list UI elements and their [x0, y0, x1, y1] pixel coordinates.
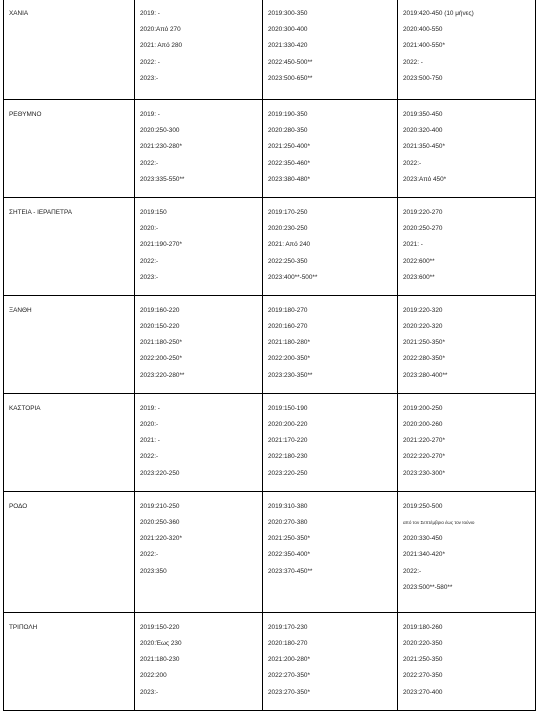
price-line: 2022:350-400*	[268, 551, 310, 559]
price-line: 2022:-	[403, 567, 422, 575]
price-line: 2020:300-400	[268, 26, 308, 34]
price-line: 2022:200-250*	[140, 355, 182, 363]
price-line: 2022:280-350*	[403, 355, 445, 363]
table-row	[4, 393, 536, 491]
price-line: 2020:-	[140, 225, 159, 233]
price-line: 2023:350	[140, 567, 167, 575]
price-line: 2022:-	[140, 453, 159, 461]
price-cell-col2	[263, 295, 398, 393]
price-line: 2019: -	[140, 404, 160, 412]
price-line: 2020:220-320	[403, 323, 443, 331]
price-line: 2023:Από 450*	[403, 175, 447, 183]
price-line: 2022:-	[140, 159, 159, 167]
price-line: 2022:450-500**	[268, 58, 313, 66]
price-line: 2021:220-270*	[403, 437, 445, 445]
price-line: 2019:150-220	[140, 623, 180, 631]
city-cell	[4, 491, 135, 612]
price-line: 2019:200-250	[403, 404, 443, 412]
city-cell	[4, 100, 135, 198]
price-line: 2020:150-220	[140, 323, 180, 331]
price-line: 2021:220-320*	[140, 535, 182, 543]
price-line: 2019:310-380	[268, 502, 308, 510]
table-row	[4, 295, 536, 393]
city-name: ΡΟΔΟ	[9, 502, 28, 510]
price-line: 2019:170-250	[268, 208, 308, 216]
price-line: 2021:170-220	[268, 437, 308, 445]
price-line: 2022:600**	[403, 257, 435, 265]
price-cell-col1	[135, 491, 263, 612]
price-line: 2021:180-280*	[268, 339, 310, 347]
price-cell-col2	[263, 0, 398, 100]
price-line: 2019: -	[140, 111, 160, 118]
price-line: 2020:230-250	[268, 225, 308, 233]
price-line: 2021:250-350*	[403, 339, 445, 347]
price-cell-col1	[135, 197, 263, 295]
price-line: 2021:200-280*	[268, 656, 310, 664]
price-line: 2023:220-250	[268, 469, 308, 477]
price-line: 2020:200-260	[403, 421, 443, 428]
price-line: 2020:180-270	[268, 639, 308, 647]
price-line: 2019: -	[140, 10, 160, 17]
price-line: 2020:270-380	[268, 518, 308, 526]
price-line: 2021: -	[403, 241, 423, 249]
price-line: 2022:200-350*	[268, 355, 310, 363]
table-row	[4, 491, 536, 612]
price-line: 2023:220-280**	[140, 371, 185, 379]
price-line: 2021: Από 280	[140, 42, 183, 50]
price-line: 2020:-	[140, 421, 159, 428]
price-line: 2022:200	[140, 672, 167, 680]
price-line: 2022:250-350	[268, 257, 308, 265]
price-line: 2021:350-450*	[403, 143, 445, 151]
price-line: 2023:230-300*	[403, 469, 445, 477]
price-line: 2020:250-270	[403, 225, 443, 233]
city-name: ΡΕΘΥΜΝΟ	[9, 111, 42, 118]
city-cell	[4, 197, 135, 295]
city-cell	[4, 612, 135, 710]
price-cell-col1	[135, 393, 263, 491]
price-line: 2023:270-400	[403, 688, 443, 696]
price-line: 2023:500-650**	[268, 74, 313, 82]
table-row	[4, 0, 536, 100]
city-name: ΣΗΤΕΙΑ - ΙΕΡΑΠΕΤΡΑ	[9, 208, 73, 216]
price-line: 2019:150	[140, 208, 167, 216]
price-cell-col2	[263, 612, 398, 710]
price-line: 2020:320-400	[403, 127, 443, 135]
table-row	[4, 197, 536, 295]
price-line: 2022:-	[140, 551, 159, 559]
price-line: 2023:-	[140, 688, 159, 696]
price-line: 2022: -	[403, 58, 423, 66]
city-cell	[4, 0, 135, 100]
price-line: 2021: -	[140, 437, 160, 445]
city-cell	[4, 393, 135, 491]
price-line: 2022:-	[403, 159, 422, 167]
price-line: 2022:220-270*	[403, 453, 445, 461]
price-line: 2019:300-350	[268, 10, 308, 17]
price-line: 2022:270-350	[403, 672, 443, 680]
table-row	[4, 612, 536, 710]
price-cell-col3	[398, 100, 536, 198]
price-line: 2019:170-230	[268, 623, 308, 631]
price-line: 2021:250-350*	[268, 535, 310, 543]
price-line: 2021:190-270*	[140, 241, 182, 249]
price-line: 2020:280-350	[268, 127, 308, 135]
price-line: 2022:180-230	[268, 453, 308, 461]
price-line: 2023:270-350*	[268, 688, 310, 696]
price-line: 2021: Από 240	[268, 241, 311, 249]
price-line: 2021:180-230	[140, 656, 180, 664]
price-line: 2022:270-350*	[268, 672, 310, 680]
price-cell-col3	[398, 197, 536, 295]
price-line: 2023:-	[140, 273, 159, 281]
price-cell-col3	[398, 612, 536, 710]
price-line: 2019:160-220	[140, 306, 180, 314]
price-line: 2019:150-190	[268, 404, 308, 412]
price-cell-col3	[398, 393, 536, 491]
price-line: 2022:350-460*	[268, 159, 310, 167]
price-line: 2023:230-350**	[268, 371, 313, 379]
price-cell-col2	[263, 197, 398, 295]
price-cell-col1	[135, 0, 263, 100]
price-line: 2020:400-550	[403, 26, 443, 34]
price-line: 2019:250-500	[403, 502, 443, 510]
city-name: ΞΑΝΘΗ	[9, 306, 32, 314]
price-line: 2023:600**	[403, 273, 435, 281]
price-line: 2023:500-750	[403, 74, 443, 82]
price-line: 2021:250-400*	[268, 143, 310, 151]
price-cell-col1	[135, 100, 263, 198]
price-line: 2019:180-270	[268, 306, 308, 314]
price-line: 2020:Έως 230	[140, 639, 182, 647]
price-cell-col3	[398, 0, 536, 100]
price-line: 2021:340-420*	[403, 551, 445, 559]
price-line: 2023:220-250	[140, 469, 180, 477]
price-line: 2021:330-420	[268, 42, 308, 50]
price-line: 2019:220-320	[403, 306, 443, 314]
price-line: 2019:350-450	[403, 111, 443, 118]
price-line: 2019:190-350	[268, 111, 308, 118]
price-line: 2020:Από 270	[140, 26, 181, 34]
price-cell-col3	[398, 491, 536, 612]
price-line: 2023:400**-500**	[268, 273, 318, 281]
price-line: 2020:250-300	[140, 127, 180, 135]
price-line: 2020:200-220	[268, 421, 308, 428]
price-cell-col3	[398, 295, 536, 393]
price-line: 2023:380-480*	[268, 175, 310, 183]
price-line: 2023:280-400**	[403, 371, 448, 379]
price-note: από τον Σεπτέμβριο έως τον Ιούνιο	[403, 519, 475, 525]
price-cell-col2	[263, 100, 398, 198]
table-row	[4, 100, 536, 198]
price-line: 2021:400-550*	[403, 42, 445, 50]
price-line: 2020:220-350	[403, 639, 443, 647]
city-name: ΧΑΝΙΑ	[9, 10, 29, 17]
price-line: 2019:180-260	[403, 623, 443, 631]
price-line: 2020:330-450	[403, 535, 443, 543]
price-line: 2023:335-550**	[140, 175, 185, 183]
price-cell-col1	[135, 612, 263, 710]
price-line: 2019:220-270	[403, 208, 443, 216]
price-line: 2021:180-250*	[140, 339, 182, 347]
price-line: 2022: -	[140, 58, 160, 66]
city-name: ΚΑΣΤΟΡΙΑ	[9, 404, 41, 412]
city-name: ΤΡΙΠΟΛΗ	[9, 623, 38, 631]
price-cell-col1	[135, 295, 263, 393]
price-line: 2021:250-350	[403, 656, 443, 664]
price-line: 2020:250-360	[140, 518, 180, 526]
price-line: 2020:160-270	[268, 323, 308, 331]
price-line: 2021:230-280*	[140, 143, 182, 151]
price-line: 2019:420-450 (10 μήνες)	[403, 10, 474, 17]
city-cell	[4, 295, 135, 393]
price-line: 2022:-	[140, 257, 159, 265]
price-line: 2023:500**-580**	[403, 583, 453, 591]
price-line: 2023:-	[140, 74, 159, 82]
price-line: 2019:210-250	[140, 502, 180, 510]
price-cell-col2	[263, 393, 398, 491]
rent-table	[3, 0, 536, 711]
price-line: 2023:370-450**	[268, 567, 313, 575]
price-cell-col2	[263, 491, 398, 612]
